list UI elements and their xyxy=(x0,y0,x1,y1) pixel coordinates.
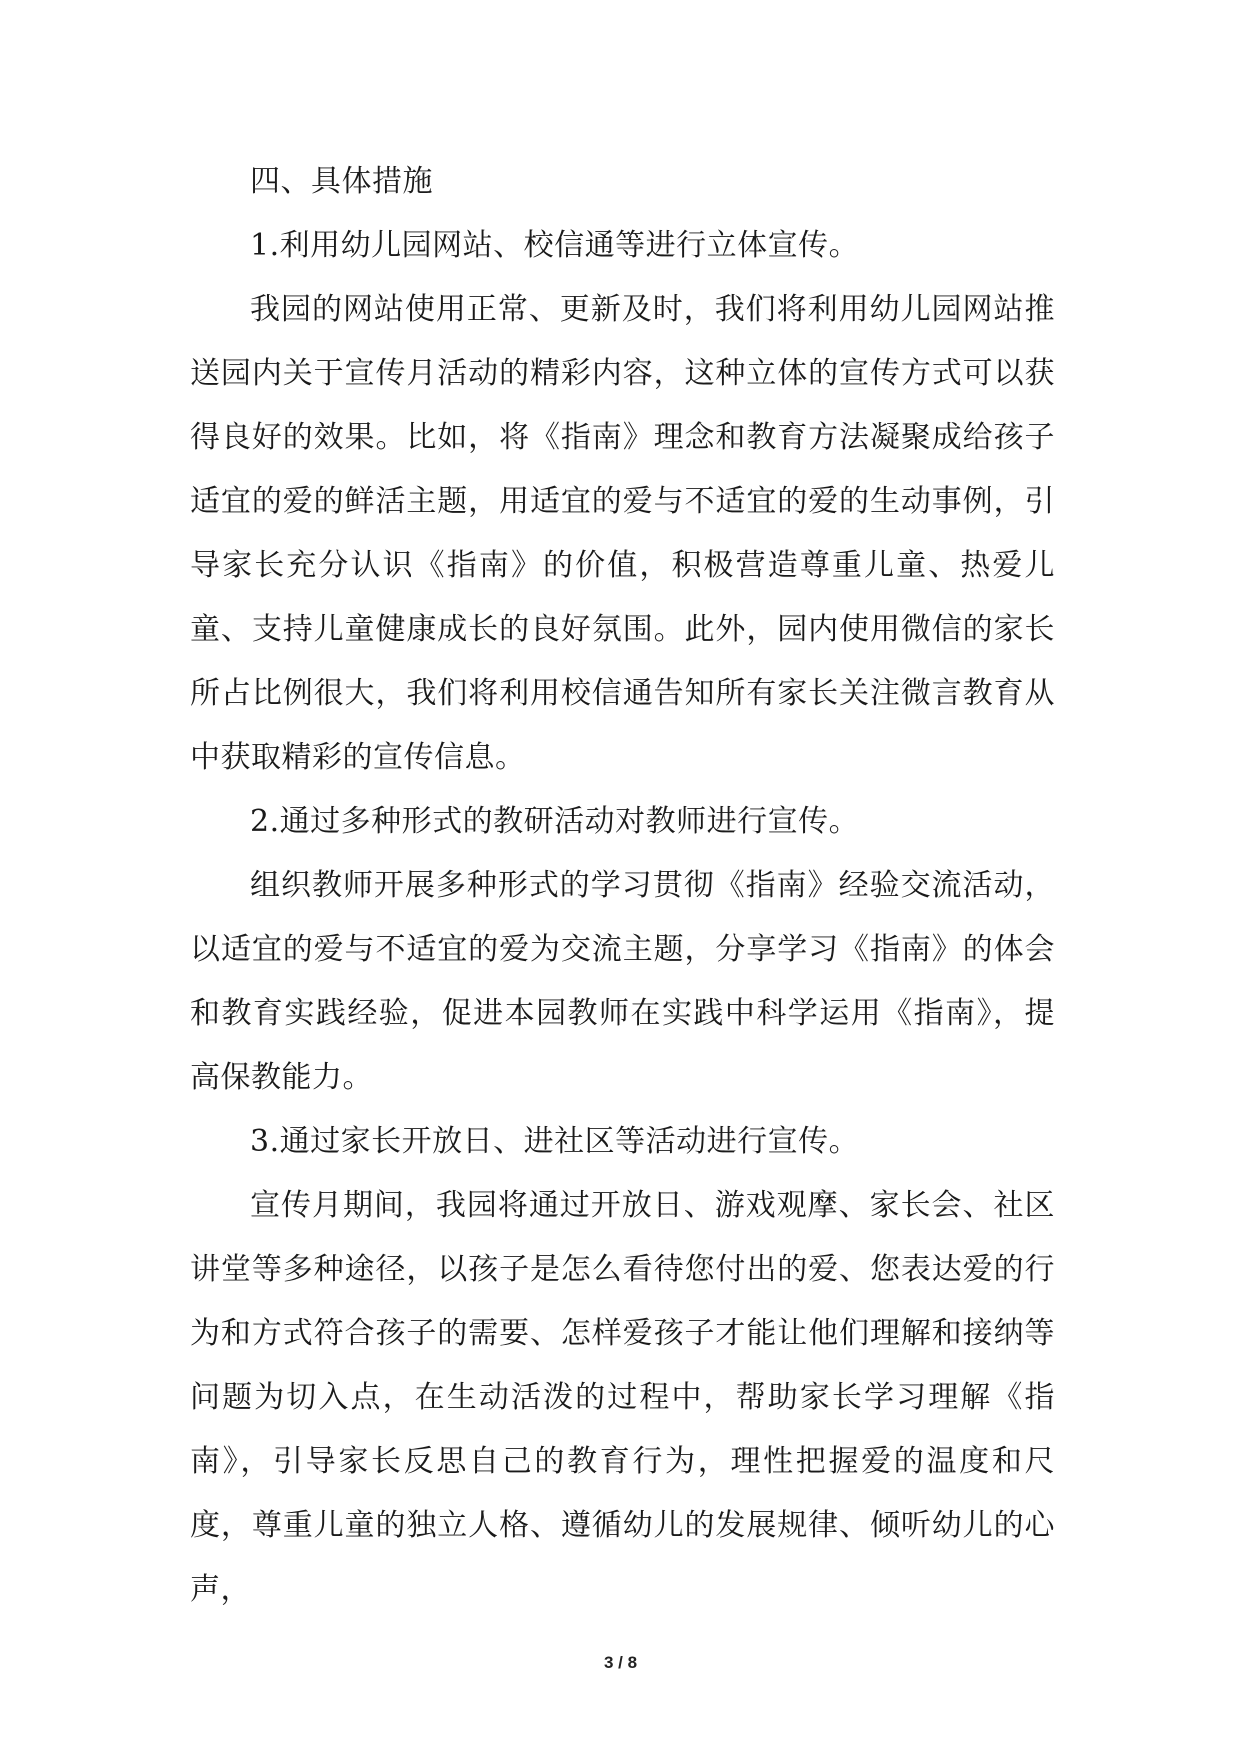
subheading-1: 1.利用幼儿园网站、校信通等进行立体宣传。 xyxy=(250,228,860,263)
body-paragraph-1: 我园的网站使用正常、更新及时，我们将利用幼儿园网站推送园内关于宣传月活动的精彩内容，这种立体的宣传方式可以获得良好的效果。比如，将《指南》理念和教育方法凝聚成给孩子适宜的爱的鲜活主题，用适宜的爱与不适宜的爱的生动事例，引导家长充分认识《指南》的价值，积极营造尊重儿童、热爱儿童、支持儿童健康成长的良好氛围。此外，园内使用微信的家长所占比例很大，我们将利用校信通告知所有家长关注微言教育从中获取精彩的宣传信息。 xyxy=(190,292,1055,775)
body-paragraph-3: 宣传月期间，我园将通过开放日、游戏观摩、家长会、社区讲堂等多种途径，以孩子是怎么看待您付出的爱、您表达爱的行为和方式符合孩子的需要、怎样爱孩子才能让他们理解和接纳等问题为切入点，在生动活泼的过程中，帮助家长学习理解《指南》，引导家长反思自己的教育行为，理性把握爱的温度和尺度，尊重儿童的独立人格、遵循幼儿的发展规律、倾听幼儿的心声， xyxy=(190,1188,1055,1607)
subheading-3: 3.通过家长开放日、进社区等活动进行宣传。 xyxy=(250,1124,860,1159)
body-paragraph-2: 组织教师开展多种形式的学习贯彻《指南》经验交流活动，以适宜的爱与不适宜的爱为交流主题，分享学习《指南》的体会和教育实践经验，促进本园教师在实践中科学运用《指南》，提高保教能力。 xyxy=(190,868,1055,1095)
document-body xyxy=(190,150,1055,1622)
subheading-2: 2.通过多种形式的教研活动对教师进行宣传。 xyxy=(250,804,860,839)
page-number: 3 / 8 xyxy=(603,1653,638,1672)
section-heading: 四、具体措施 xyxy=(250,164,433,199)
